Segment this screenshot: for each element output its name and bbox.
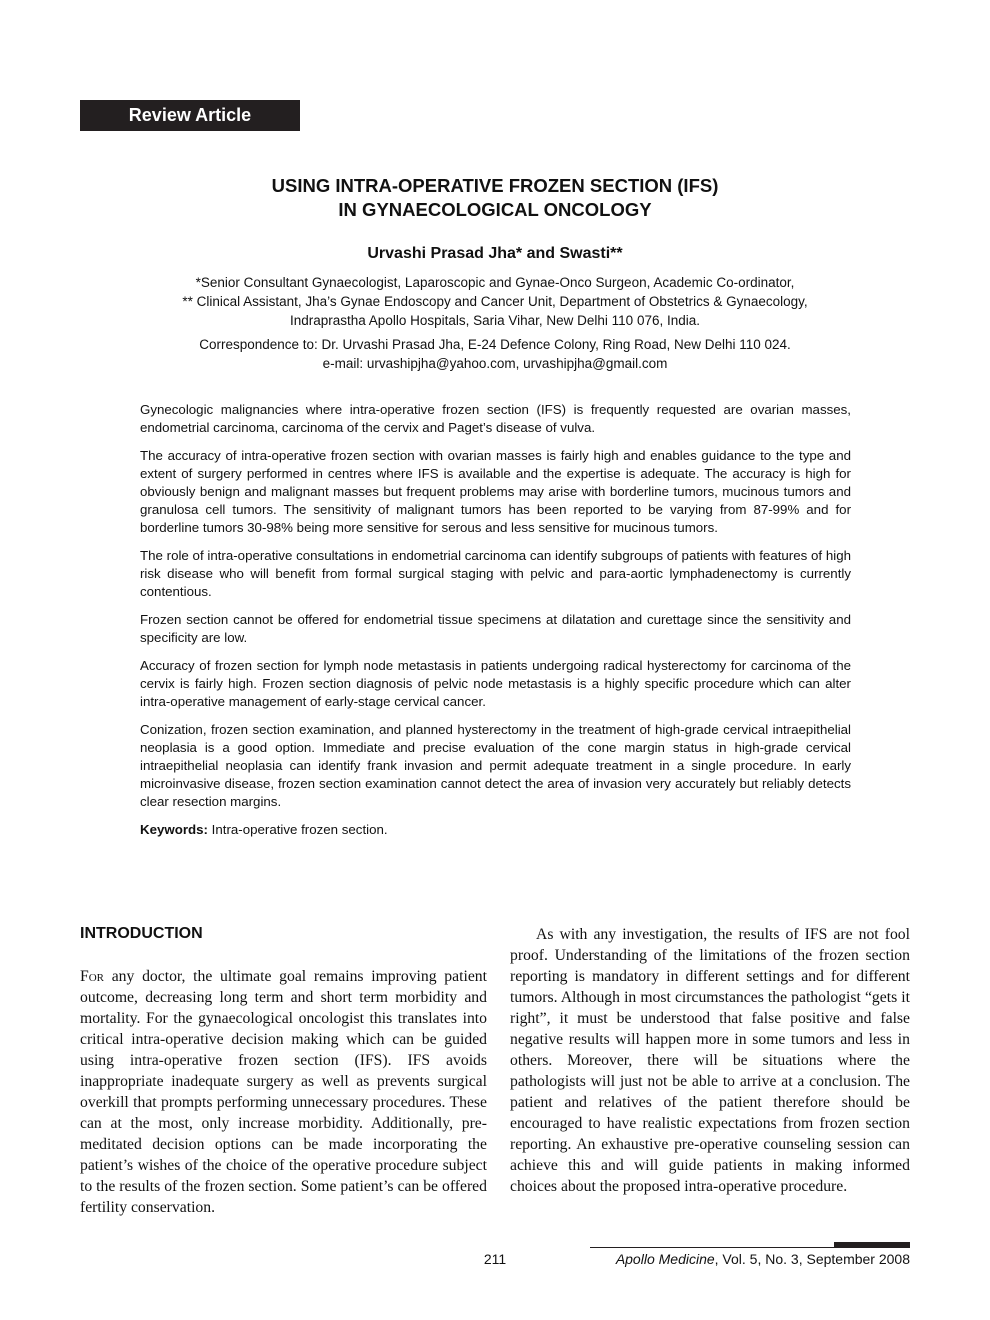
introduction-left-text: any doctor, the ultimate goal remains improving patient outcome, decreasing long term and short term morbidity and mortality. For the gynaecological oncologist this translates into critical intra-operative decision making which can be guided using intra-operative frozen section (IFS). IFS avoids inappropriate inadequate surgery as well as prevents surgical overkill that prompts performing unnecessary procedures. These can at the most, only increase morbidity. Additionally, pre-meditated decision options can be made incorporating the patient’s wishes of the choice of the operative procedure subject to the results of the frozen section. Some patient’s can be offered fertility conservation. [80,968,487,1216]
affiliation-line: Indraprastha Apollo Hospitals, Saria Vihar, New Delhi 110 076, India. [290,313,700,328]
page-number: 211 [483,1251,507,1267]
article-type-badge: Review Article [80,100,300,131]
drop-word: For [80,968,105,985]
correspondence-email: e-mail: urvashipjha@yahoo.com, urvashipjha@gmail.com [322,356,668,371]
abstract-paragraph: Conization, frozen section examination, and planned hysterectomy in the treatment of high-grade cervical intraepithelial neoplasia is a good option. Immediate and precise evaluation of the cone margin status in high-grade cervical intraepithelial neoplasia can identify frank invasion and permit adequate treatment in a single procedure. In early microinvasive disease, frozen section examination cannot detect the area of invasion very accurately but reliably detects clear resection margins. [140,722,851,809]
abstract-paragraph: Frozen section cannot be offered for endometrial tissue specimens at dilatation and curettage since the sensitivity and specificity are low. [140,612,851,645]
affiliation-line: *Senior Consultant Gynaecologist, Laparoscopic and Gynae-Onco Surgeon, Academic Co-ordinator, [195,275,795,290]
affiliation-line: ** Clinical Assistant, Jha’s Gynae Endoscopy and Cancer Unit, Department of Obstetrics & Gynaecology, [182,294,808,309]
introduction-heading: INTRODUCTION [80,925,203,942]
affiliation [80,273,910,330]
journal-name: Apollo Medicine [615,1251,715,1267]
abstract-paragraph: The role of intra-operative consultations in endometrial carcinoma can identify subgroups of patients with features of high risk disease who will benefit from formal surgical staging with pelvic and para-aortic lymphadenectomy is currently contentious. [140,548,851,599]
title-line-1: USING INTRA-OPERATIVE FROZEN SECTION (IFS) [271,175,719,196]
abstract-paragraph: The accuracy of intra-operative frozen section with ovarian masses is fairly high and enables guidance to the type and extent of surgery performed in centres where IFS is available and the expertise is adequate. The accuracy is high for obviously benign and malignant masses but frequent problems may arise with borderline tumors, mucinous tumors and granulosa cell tumors. The sensitivity of malignant tumors has been reported to be varying from 87-99% and for borderline tumors 30-98% being more sensitive for serous and less sensitive for mucinous tumors. [140,448,851,535]
abstract [140,401,851,849]
journal-citation [616,1251,910,1267]
keywords [140,821,851,839]
correspondence-address: Correspondence to: Dr. Urvashi Prasad Jha, E-24 Defence Colony, Ring Road, New Delhi 110 024. [199,337,791,352]
keywords-label: Keywords: [140,822,208,837]
journal-details: , Vol. 5, No. 3, September 2008 [714,1251,910,1267]
correspondence [80,335,910,373]
title-line-2: IN GYNAECOLOGICAL ONCOLOGY [338,199,652,220]
article-title [80,174,910,222]
authors: Urvashi Prasad Jha* and Swasti** [367,245,623,262]
abstract-paragraph: Accuracy of frozen section for lymph node metastasis in patients undergoing radical hysterectomy for carcinoma of the cervix is fairly high. Frozen section diagnosis of pelvic node metastasis is a highly specific procedure which can alter intra-operative management of early-stage cervical cancer. [140,658,851,709]
introduction-right-column: As with any investigation, the results of IFS are not fool proof. Understanding of the limitations of the frozen section reporting is mandatory in different settings and for different tumors. Although in most circumstances the pathologist “gets it right”, it must be understood that false positive and false negative results will happen more in some tumors and less in others. Moreover, there will be situations where the pathologists will just not be able to arrive at a conclusion. The patient and relatives of the patient therefore should be encouraged to have realistic expectations from frozen section reporting. An exhaustive pre-operative counseling session can achieve this and will guide patients in making informed choices about the proposed intra-operative procedure. [510,926,910,1195]
footer-bar [834,1242,910,1248]
keywords-text: Intra-operative frozen section. [207,822,388,837]
abstract-paragraph: Gynecologic malignancies where intra-operative frozen section (IFS) is frequently requested are ovarian masses, endometrial carcinoma, carcinoma of the cervix and Paget’s disease of vulva. [140,402,851,435]
introduction-left-column [80,966,487,1218]
